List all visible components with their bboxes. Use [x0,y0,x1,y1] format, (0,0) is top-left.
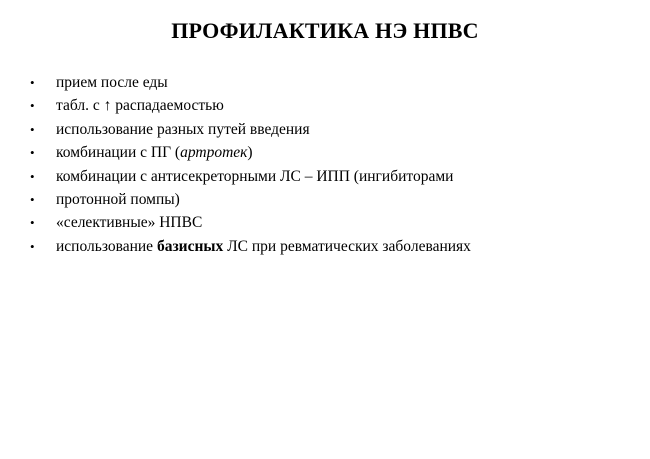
bullet-icon: • [30,191,35,207]
list-item-text-post: ЛС при ревматических заболеваниях [223,237,471,255]
bullet-icon: • [30,215,35,231]
list-item-text-pre: комбинации с ПГ ( [56,144,181,162]
list-item [30,94,471,117]
list-item-text-italic: артротек [180,144,248,162]
list-item-text: комбинации с антисекреторными ЛС – ИПП (ингибиторами [56,167,454,185]
list-item [30,235,471,258]
bullet-icon: • [30,145,35,161]
list-item-text: использование разных путей введения [56,120,310,138]
bullet-icon: • [30,98,35,114]
list-item [30,165,471,188]
list-item-text: протонной помпы) [56,190,180,208]
list-item-text-post: ) [247,144,253,162]
list-item [30,188,471,211]
list-item-text-bold: базисных [156,237,224,255]
list-item [30,211,471,234]
bullet-icon: • [30,121,35,137]
bullet-icon: • [30,75,35,90]
list-item-text: «селективные» НПВС [56,214,203,232]
list-item [30,118,471,141]
bullet-icon: • [30,168,35,184]
list-item-text: прием после еды [56,74,168,91]
list-item-text: табл. с ↑ распадаемостью [56,97,224,115]
bullet-icon: • [30,238,35,254]
bullet-list [30,71,471,258]
list-item-text-pre: использование [56,237,157,255]
list-item [30,71,471,94]
list-item [30,141,471,164]
slide-title: ПРОФИЛАКТИКА НЭ НПВС [171,18,479,43]
